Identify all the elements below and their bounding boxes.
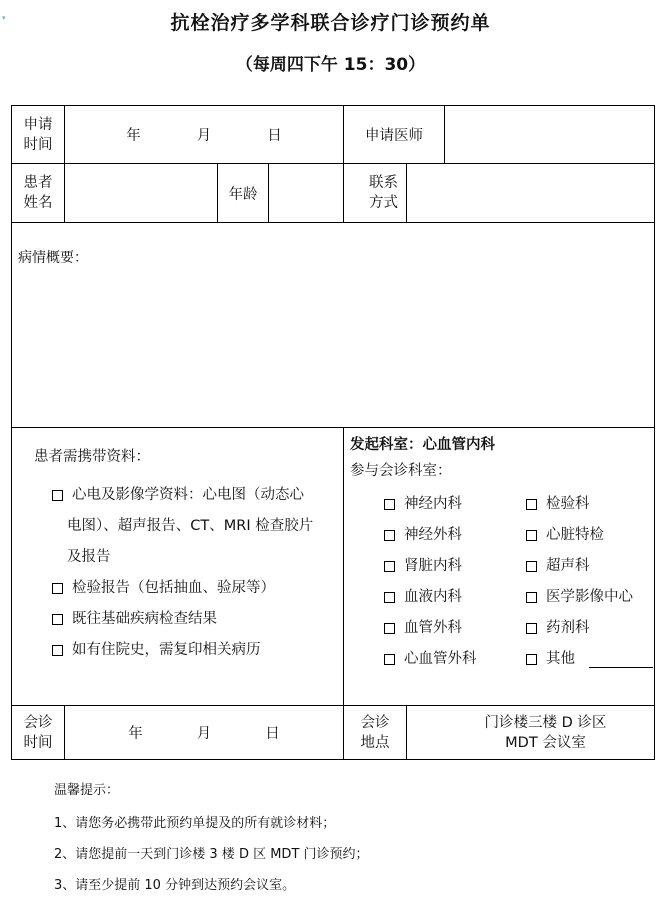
- tips-section: [54, 775, 369, 901]
- contact-label: 联系 方式: [344, 164, 407, 223]
- dept-vascular-surgery[interactable]: 血管外科: [384, 613, 526, 644]
- row-apply-time: [12, 106, 655, 164]
- dept-laboratory[interactable]: 检验科: [526, 489, 661, 520]
- row-patient-info: [12, 164, 655, 223]
- tips-title: 温馨提示：: [54, 783, 120, 798]
- checkbox-dept[interactable]: [526, 592, 537, 603]
- departments-section: [344, 428, 655, 706]
- condition-summary-field[interactable]: [12, 223, 655, 428]
- month-label: 月: [196, 128, 212, 144]
- consult-place-label: 会诊 地点: [344, 706, 407, 760]
- checkbox-dept[interactable]: [384, 654, 395, 665]
- year-label: 年: [128, 726, 143, 742]
- contact-field[interactable]: [407, 164, 655, 223]
- apply-time-label: 申请 时间: [12, 106, 65, 164]
- materials-section: [12, 428, 344, 706]
- checkbox-dept[interactable]: [526, 499, 537, 510]
- consult-date-field[interactable]: [65, 706, 344, 760]
- tip-item: 1、请您务必携带此预约单提及的所有就诊材料；: [54, 816, 336, 831]
- page-subtitle: （每周四下午 15：30）: [235, 55, 426, 75]
- checkbox-history[interactable]: [52, 614, 63, 625]
- material-item-imaging[interactable]: 心电及影像学资料：心电图（动态心: [12, 480, 343, 511]
- department-checklist: [384, 489, 654, 675]
- year-label: 年: [126, 128, 141, 144]
- dept-pharmacy[interactable]: 药剂科: [526, 613, 661, 644]
- material-item-imaging-line2: 电图）、超声报告、CT、MRI 检查胶片: [67, 518, 314, 534]
- tip-item: 2、请您提前一天到门诊楼 3 楼 D 区 MDT 门诊预约；: [54, 847, 369, 862]
- checkbox-dept[interactable]: [384, 499, 395, 510]
- day-label: 日: [267, 128, 282, 144]
- applicant-doctor-field[interactable]: [445, 106, 655, 164]
- apply-date-field[interactable]: [65, 106, 344, 164]
- material-item-lab-report[interactable]: 检验报告（包括抽血、验尿等）: [12, 573, 343, 604]
- row-consultation: [12, 706, 655, 760]
- condition-summary-label: 病情概要：: [18, 250, 88, 266]
- tip-item: 3、请至少提前 10 分钟到达预约会议室。: [54, 878, 296, 893]
- checkbox-records[interactable]: [52, 645, 63, 656]
- patient-name-field[interactable]: [65, 164, 218, 223]
- age-label: 年龄: [218, 164, 269, 223]
- materials-title: 患者需携带资料：: [34, 449, 150, 465]
- checkbox-imaging[interactable]: [52, 490, 63, 501]
- material-item-imaging-line3: 及报告: [67, 549, 111, 565]
- checkbox-dept[interactable]: [384, 592, 395, 603]
- row-condition: [12, 223, 655, 428]
- material-item-records[interactable]: 如有住院史，需复印相关病历: [12, 635, 343, 666]
- dept-cardiac-exam[interactable]: 心脏特检: [526, 520, 661, 551]
- dept-imaging-center[interactable]: 医学影像中心: [526, 582, 661, 613]
- dept-cardiovascular-surgery[interactable]: 心血管外科: [384, 644, 526, 675]
- consult-time-label: 会诊 时间: [12, 706, 65, 760]
- consult-place-value: 门诊楼三楼 D 诊区 MDT 会议室: [407, 706, 655, 760]
- checkbox-dept[interactable]: [384, 623, 395, 634]
- checkbox-dept[interactable]: [526, 561, 537, 572]
- material-item-history[interactable]: 既往基础疾病检查结果: [12, 604, 343, 635]
- checkbox-dept[interactable]: [526, 530, 537, 541]
- dept-neurology[interactable]: 神经内科: [384, 489, 526, 520]
- corner-mark: ▾: [2, 14, 6, 22]
- checkbox-dept[interactable]: [384, 561, 395, 572]
- dept-hematology[interactable]: 血液内科: [384, 582, 526, 613]
- dept-neurosurgery[interactable]: 神经外科: [384, 520, 526, 551]
- appointment-form: [11, 105, 655, 760]
- dept-nephrology[interactable]: 肾脏内科: [384, 551, 526, 582]
- day-label: 日: [265, 726, 280, 742]
- applicant-doctor-label: 申请医师: [344, 106, 445, 164]
- dept-other[interactable]: 其他: [526, 644, 661, 675]
- other-blank-field[interactable]: [589, 651, 653, 668]
- dept-ultrasound[interactable]: 超声科: [526, 551, 661, 582]
- checkbox-dept[interactable]: [526, 654, 537, 665]
- patient-name-label: 患者 姓名: [12, 164, 65, 223]
- participants-label: 参与会诊科室：: [350, 463, 452, 479]
- checkbox-dept[interactable]: [526, 623, 537, 634]
- row-materials-departments: [12, 428, 655, 706]
- checkbox-lab-report[interactable]: [52, 583, 63, 594]
- initiator-department: 发起科室：心血管内科: [350, 437, 495, 453]
- page-title: 抗栓治疗多学科联合诊疗门诊预约单: [170, 12, 491, 34]
- checkbox-dept[interactable]: [384, 530, 395, 541]
- month-label: 月: [196, 726, 212, 742]
- age-field[interactable]: [269, 164, 344, 223]
